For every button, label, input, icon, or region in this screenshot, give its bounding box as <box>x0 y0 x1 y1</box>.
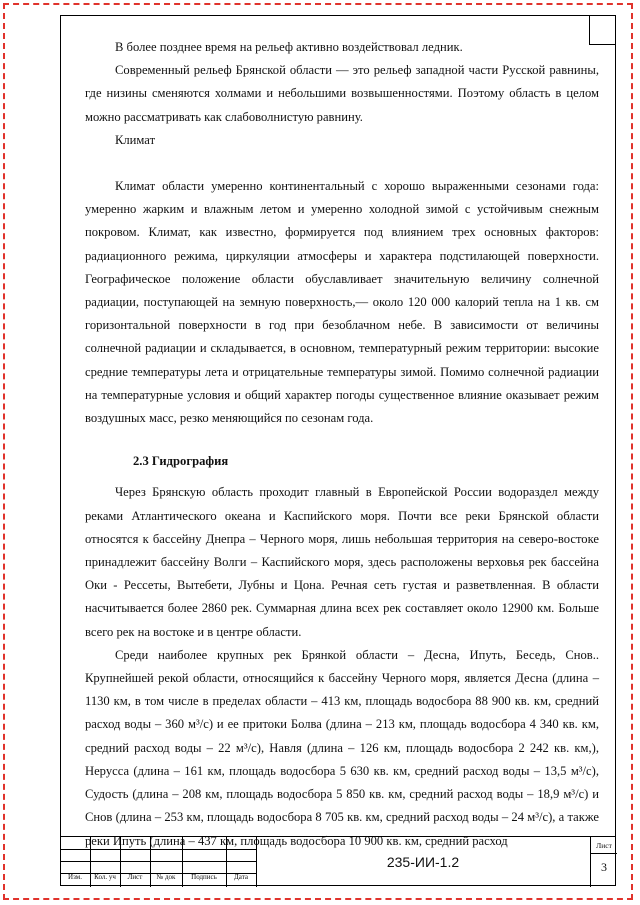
page-body <box>85 36 599 853</box>
label-doc-number: № док <box>156 873 176 881</box>
sheet-label: Лист <box>596 841 612 850</box>
sheet-box <box>590 837 616 887</box>
title-block <box>60 836 616 886</box>
paragraph-watershed: Через Брянскую область проходит главный в Европейской России водораздел между реками Атлантического океана и Каспийского моря. Почти все реки Брянской области относятся к бассейну Днепра – Черного моря, лишь небольшая территория на северо-востоке принадлежит бассейну Волги – Каспийского моря, здесь расположены верховья рек бассейна Оки - Рессеты, Вытебети, Лубны и Цона. Речная сеть густая и разветвленная. В области насчитывается более 2860 рек. Суммарная длина всех рек составляет около 12900 км. Больше всего рек на востоке и в центре области. <box>85 485 599 639</box>
paragraph-relief-glacier: В более позднее время на рельеф активно воздействовал ледник. <box>115 40 463 54</box>
label-signature: Подпись <box>191 873 217 881</box>
section-heading-hydrography: 2.3 Гидрография <box>133 454 229 469</box>
revision-labels <box>60 873 256 887</box>
revision-table <box>60 837 256 887</box>
paragraph-relief-modern: Современный рельеф Брянской области — это рельеф западной части Русской равнины, где низины сменяются холмами и небольшими возвышенностями. Поэтому область в целом можно рассматривать как слабоволнистую равнину. <box>85 63 599 124</box>
label-sheet: Лист <box>127 873 143 881</box>
sheet-number: 3 <box>601 860 607 874</box>
label-count: Кол. уч <box>94 873 116 881</box>
document-number: 235-ИИ-1.2 <box>386 854 460 870</box>
subheading-climate: Климат <box>115 132 156 147</box>
label-date: Дата <box>234 873 248 881</box>
label-change: Изм. <box>68 873 82 881</box>
sheet-divider <box>591 853 617 854</box>
paragraph-climate: Климат области умеренно континентальный с хорошо выраженными сезонами года: умеренно жарким и влажным летом и умеренно холодной зимой с устойчивым снежным покровом. Климат, как известно, формируется под влиянием трех основных факторов: радиационного режима, циркуляции атмосферы и характера подстилающей поверхности. Географическое положение области обуславливает значительную величину солнечной радиации, поступающей на земную поверхность,— около 120 000 калорий тепла на 1 кв. см горизонтальной поверхности в год при безоблачном небе. В зависимости от величины солнечной радиации и складывается, в основном, температурный режим территории: высокие средние температуры лета и отрицательные температуры зимой. Помимо солнечной радиации на температурные условия и общий характер погоды существенное влияние оказывает режим воздушных масс, резко меняющийся по сезонам года. <box>85 179 599 426</box>
paragraph-rivers: Среди наиболее крупных рек Брянкой области – Десна, Ипуть, Беседь, Снов.. Крупнейшей рекой области, относящийся к бассейну Черного моря, является Десна (длина – 1130 км, в том числе в пределах области – 413 км, площадь водосбора 88 900 кв. км, средний расход воды – 360 м³/с) и ее притоки Болва (длина – 213 км, площадь водосбора 4 340 кв. км, средний расход воды – 22 м³/с), Навля (длина – 126 км, площадь водосбора 2 242 кв. км,), Нерусса (длина – 161 км, площадь водосбора 5 630 кв. км, средний расход воды – 13,5 м³/с), Судость (длина – 208 км, площадь водосбора 5 850 кв. км, средний расход воды – 18,9 м³/с) и Снов (длина – 253 км, площадь водосбора 8 705 кв. км, средний расход воды – 24 м³/с), а также реки Ипуть (длина – 437 км, площадь водосбора 10 900 кв. км, средний расход <box>85 647 599 848</box>
